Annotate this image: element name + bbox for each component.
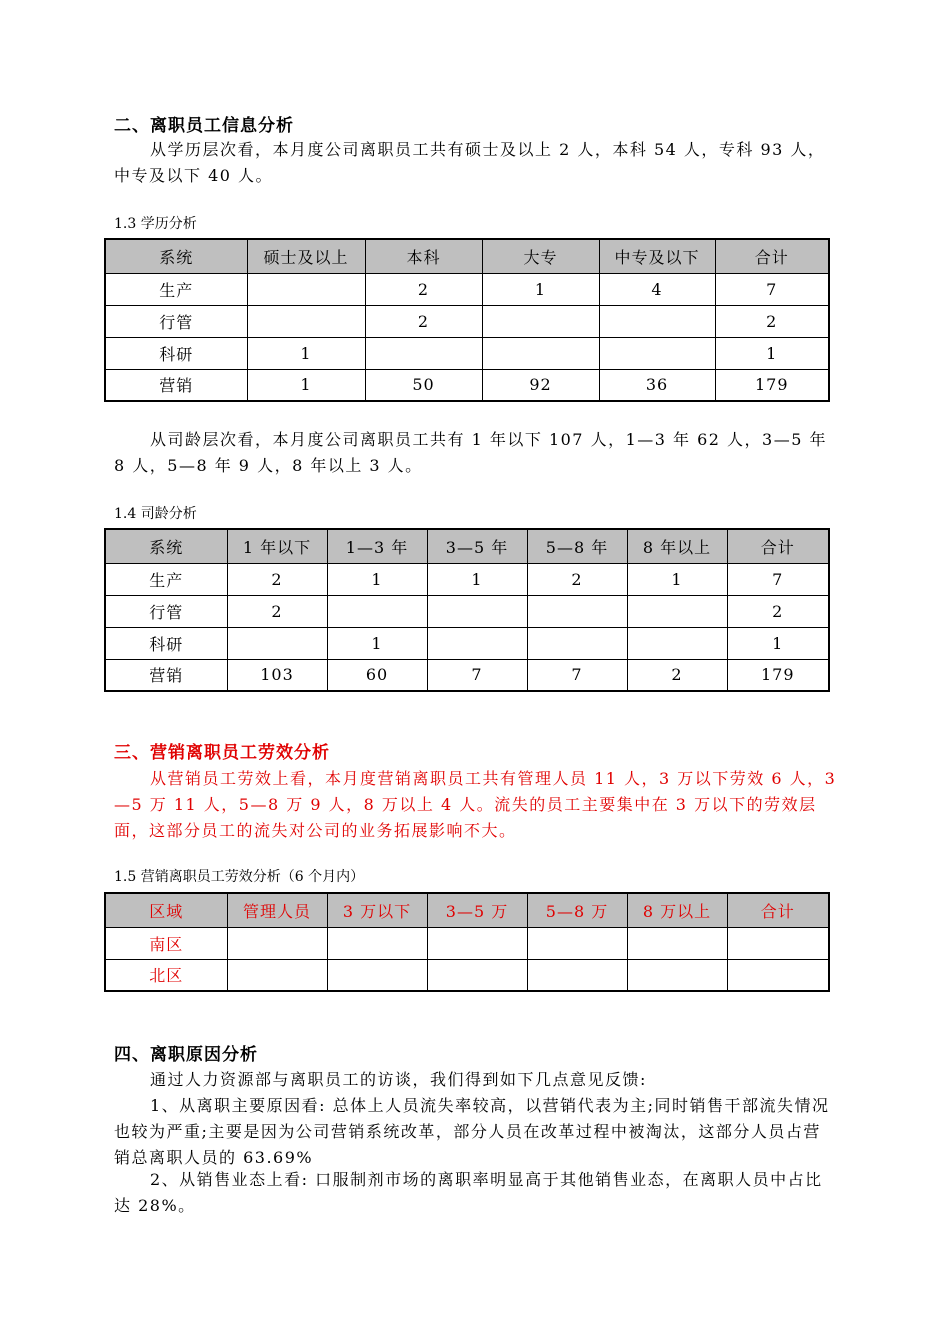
table-cell: 2 <box>627 659 727 691</box>
header-cell: 本科 <box>365 239 482 273</box>
table-cell: 行管 <box>105 595 227 627</box>
table-row <box>105 927 829 959</box>
table-row <box>105 369 829 401</box>
table-cell <box>727 959 829 991</box>
header-cell: 中专及以下 <box>599 239 715 273</box>
table-cell <box>599 337 715 369</box>
table-header-row <box>105 239 829 273</box>
section3-heading: 三、营销离职员工劳效分析 <box>114 743 330 763</box>
table-cell: 2 <box>715 305 829 337</box>
table-row <box>105 305 829 337</box>
header-cell: 1—3 年 <box>327 529 427 563</box>
table-cell: 1 <box>247 369 365 401</box>
header-cell: 3—5 万 <box>427 893 527 927</box>
education-table <box>104 238 830 402</box>
table-row <box>105 595 829 627</box>
table-row <box>105 959 829 991</box>
table-cell <box>627 927 727 959</box>
header-cell: 系统 <box>105 239 247 273</box>
header-cell: 8 年以上 <box>627 529 727 563</box>
header-cell: 1 年以下 <box>227 529 327 563</box>
table-cell <box>327 959 427 991</box>
table-cell: 1 <box>247 337 365 369</box>
table-cell: 1 <box>715 337 829 369</box>
table-cell: 1 <box>627 563 727 595</box>
table-row <box>105 337 829 369</box>
table-cell: 2 <box>365 273 482 305</box>
table-cell: 7 <box>715 273 829 305</box>
section4-heading: 四、离职原因分析 <box>114 1045 258 1065</box>
table-cell: 36 <box>599 369 715 401</box>
table-cell <box>527 927 627 959</box>
table-cell: 2 <box>227 595 327 627</box>
table-cell <box>599 305 715 337</box>
table-cell: 60 <box>327 659 427 691</box>
table-cell <box>427 627 527 659</box>
table-cell <box>427 927 527 959</box>
section4-para1: 通过人力资源部与离职员工的访谈，我们得到如下几点意见反馈: <box>150 1070 647 1089</box>
table-cell <box>365 337 482 369</box>
table-cell: 7 <box>727 563 829 595</box>
header-cell: 5—8 年 <box>527 529 627 563</box>
table-cell: 南区 <box>105 927 227 959</box>
table-cell <box>727 927 829 959</box>
table3-caption: 1.5 营销离职员工劳效分析（6 个月内） <box>114 869 365 885</box>
table-cell: 行管 <box>105 305 247 337</box>
header-cell: 区域 <box>105 893 227 927</box>
table-header-row <box>105 529 829 563</box>
table-cell: 营销 <box>105 659 227 691</box>
table-cell: 7 <box>527 659 627 691</box>
header-cell: 大专 <box>482 239 599 273</box>
section4-para2: 1、从离职主要原因看: 总体上人员流失率较高，以营销代表为主;同时销售干部流失情况也较为严重;主要是因为公司营销系统改革，部分人员在改革过程中被淘汰，这部分人员占营销总离职人员的 63.69% <box>114 1096 830 1167</box>
table-cell: 103 <box>227 659 327 691</box>
header-cell: 3 万以下 <box>327 893 427 927</box>
section4-para3: 2、从销售业态上看: 口服制剂市场的离职率明显高于其他销售业态，在离职人员中占比达 28%。 <box>114 1170 823 1215</box>
table-cell <box>527 959 627 991</box>
header-cell: 系统 <box>105 529 227 563</box>
table-cell: 2 <box>527 563 627 595</box>
table-cell: 179 <box>715 369 829 401</box>
table-cell <box>227 927 327 959</box>
table-cell <box>427 595 527 627</box>
performance-table <box>104 892 830 992</box>
table-cell: 2 <box>365 305 482 337</box>
table-cell: 4 <box>599 273 715 305</box>
table-cell <box>327 595 427 627</box>
table-cell <box>227 627 327 659</box>
table-cell: 科研 <box>105 337 247 369</box>
header-cell: 3—5 年 <box>427 529 527 563</box>
tenure-table <box>104 528 830 692</box>
table-cell <box>227 959 327 991</box>
table-cell <box>527 595 627 627</box>
section2-para2: 从司龄层次看，本月度公司离职员工共有 1 年以下 107 人，1—3 年 62 人，3—5 年 8 人，5—8 年 9 人，8 年以上 3 人。 <box>114 430 827 475</box>
table-cell <box>627 959 727 991</box>
table-cell <box>627 595 727 627</box>
table-cell <box>527 627 627 659</box>
header-cell: 合计 <box>727 529 829 563</box>
table-cell: 北区 <box>105 959 227 991</box>
table-cell: 营销 <box>105 369 247 401</box>
table-cell: 生产 <box>105 273 247 305</box>
header-cell: 合计 <box>727 893 829 927</box>
table-cell: 92 <box>482 369 599 401</box>
section2-para1: 从学历层次看，本月度公司离职员工共有硕士及以上 2 人，本科 54 人，专科 93 人，中专及以下 40 人。 <box>114 140 826 185</box>
table-row <box>105 659 829 691</box>
table-cell: 科研 <box>105 627 227 659</box>
table-cell: 2 <box>227 563 327 595</box>
table-cell: 生产 <box>105 563 227 595</box>
table-cell <box>482 305 599 337</box>
table-row <box>105 627 829 659</box>
table-cell <box>247 273 365 305</box>
table-cell: 7 <box>427 659 527 691</box>
table-cell: 1 <box>727 627 829 659</box>
table-cell: 2 <box>727 595 829 627</box>
table-cell <box>247 305 365 337</box>
table-cell: 1 <box>327 627 427 659</box>
table-cell: 1 <box>482 273 599 305</box>
header-cell: 5—8 万 <box>527 893 627 927</box>
header-cell: 8 万以上 <box>627 893 727 927</box>
table-cell: 1 <box>327 563 427 595</box>
table-cell: 1 <box>427 563 527 595</box>
table-cell <box>627 627 727 659</box>
header-cell: 合计 <box>715 239 829 273</box>
table-cell <box>427 959 527 991</box>
table2-caption: 1.4 司龄分析 <box>114 506 197 522</box>
table-cell: 179 <box>727 659 829 691</box>
section3-para: 从营销员工劳效上看，本月度营销离职员工共有管理人员 11 人，3 万以下劳效 6 人，3—5 万 11 人，5—8 万 9 人，8 万以上 4 人。流失的员工主要集中在 3 万以下的劳效层面，这部分员工的流失对公司的业务拓展影响不大。 <box>114 769 837 840</box>
table-cell: 50 <box>365 369 482 401</box>
header-cell: 硕士及以上 <box>247 239 365 273</box>
table-header-row <box>105 893 829 927</box>
table-row <box>105 563 829 595</box>
table1-caption: 1.3 学历分析 <box>114 216 197 232</box>
header-cell: 管理人员 <box>227 893 327 927</box>
table-cell <box>482 337 599 369</box>
section2-heading: 二、离职员工信息分析 <box>114 116 294 136</box>
table-row <box>105 273 829 305</box>
table-cell <box>327 927 427 959</box>
